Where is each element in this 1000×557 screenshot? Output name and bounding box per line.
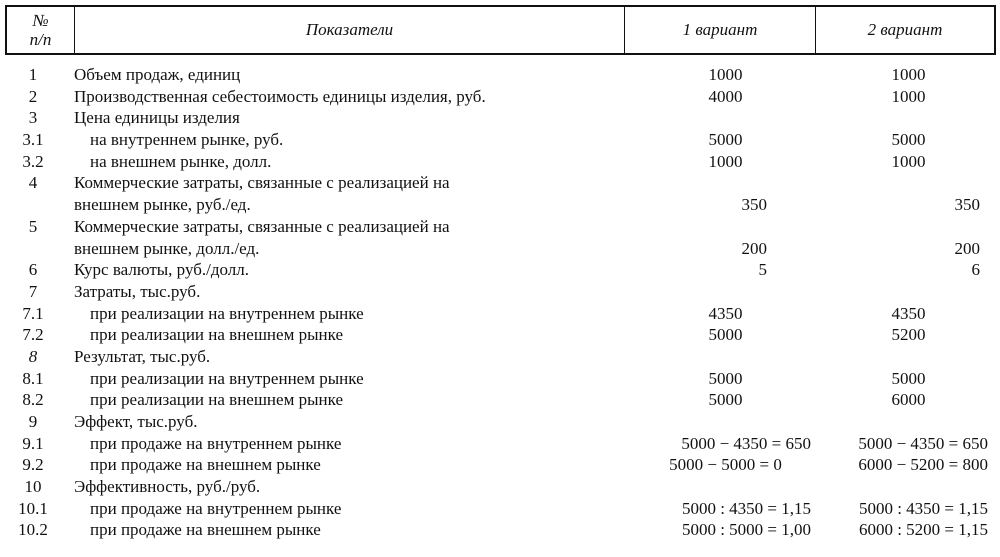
row-number: 8.1 [22,368,44,388]
table-row [0,216,1000,238]
row-value-variant-1 [634,281,817,303]
row-label: Цена единицы изделия [74,108,240,128]
row-value-variant-2 [817,476,1000,498]
table-row [0,194,1000,216]
row-value-variant-1 [634,476,817,498]
row-label: при продаже на внешнем рынке [90,520,321,540]
row-value-variant-2: 5000 [891,130,926,150]
table-row [0,281,1000,303]
table-body [0,64,1000,541]
row-value-variant-1: 350 [741,195,767,215]
row-label: при реализации на внешнем рынке [90,390,343,410]
row-label: при реализации на внутреннем рынке [90,303,364,323]
row-number: 2 [28,86,38,106]
table-row [0,172,1000,194]
table-row [0,476,1000,498]
row-number: 5 [28,216,38,236]
row-number: 3.1 [22,130,44,150]
header-number-bottom: п/п [29,30,52,49]
header-number-top: № [32,11,49,30]
row-value-variant-2 [817,281,1000,303]
table-row [0,238,1000,260]
row-number: 10.2 [18,520,48,540]
row-value-variant-2 [817,172,1000,194]
row-value-variant-2 [817,216,1000,238]
header-variant-1: 1 вариант [624,7,815,53]
row-number: 9 [28,412,38,431]
row-value-variant-1: 5000 [708,130,743,150]
table-row [0,433,1000,455]
row-value-variant-1: 5000 : 4350 = 1,15 [681,498,811,518]
row-value-variant-1 [634,346,817,368]
row-value-variant-2: 350 [954,195,980,215]
row-value-variant-2: 6000 − 5200 = 800 [858,455,988,475]
row-number [0,238,74,260]
row-number: 4 [28,173,38,193]
row-value-variant-2: 4350 [891,303,926,323]
row-value-variant-1 [634,216,817,238]
row-value-variant-2: 1000 [891,151,926,171]
table-row [0,498,1000,520]
row-label: при продаже на внутреннем рынке [90,498,342,518]
row-number: 7.1 [22,303,44,323]
row-label: внешнем рынке, руб./ед. [74,195,251,215]
table-row [0,324,1000,346]
row-number: 6 [28,260,38,280]
row-value-variant-1 [634,107,817,129]
row-number: 10 [24,477,42,497]
row-value-variant-2: 6000 : 5200 = 1,15 [858,520,988,540]
table-row [0,259,1000,281]
row-value-variant-1: 200 [741,238,767,258]
row-value-variant-1: 5 [758,260,767,280]
row-label: при реализации на внутреннем рынке [90,368,364,388]
table-row [0,129,1000,151]
table-row [0,86,1000,108]
row-value-variant-2: 6000 [891,390,926,410]
table-row [0,151,1000,173]
row-number: 3.2 [22,151,44,171]
row-value-variant-1: 5000 − 4350 = 650 [681,433,811,453]
row-value-variant-2 [817,411,1000,433]
row-number: 7 [28,281,38,301]
row-value-variant-1: 1000 [708,65,743,84]
table-row [0,346,1000,368]
row-value-variant-2 [817,346,1000,368]
row-number: 8 [28,346,38,366]
row-label: на внешнем рынке, долл. [90,151,272,171]
row-value-variant-1: 4000 [708,86,743,106]
row-value-variant-1: 5000 [708,368,743,388]
row-value-variant-1 [634,411,817,433]
row-number: 10.1 [18,498,48,518]
row-label: при реализации на внешнем рынке [90,325,343,345]
header-variant-2: 2 вариант [815,7,994,53]
row-label: внешнем рынке, долл./ед. [74,238,260,258]
table-row [0,519,1000,541]
row-label: на внутреннем рынке, руб. [90,130,284,150]
row-value-variant-2: 5000 − 4350 = 650 [858,433,988,453]
row-label: Курс валюты, руб./долл. [74,260,249,280]
table-row [0,64,1000,86]
table-row [0,389,1000,411]
row-label: Коммерческие затраты, связанные с реализацией на [74,216,450,236]
table-row [0,411,1000,433]
table-row [0,107,1000,129]
row-value-variant-2 [817,107,1000,129]
row-value-variant-1: 5000 [708,325,743,345]
table-row [0,303,1000,325]
row-value-variant-1: 5000 − 5000 = 0 [669,455,782,475]
table-row [0,454,1000,476]
row-label: Эффект, тыс.руб. [74,412,198,431]
row-label: Эффективность, руб./руб. [74,477,261,497]
row-number: 7.2 [22,325,44,345]
row-value-variant-2: 5200 [891,325,926,345]
row-label: Объем продаж, единиц [74,65,241,84]
row-value-variant-1: 4350 [708,303,743,323]
row-value-variant-1: 5000 [708,390,743,410]
row-value-variant-1: 1000 [708,151,743,171]
row-number: 9.1 [22,433,44,453]
row-label: Коммерческие затраты, связанные с реализацией на [74,173,450,193]
row-number [0,194,74,216]
table-header [5,5,996,55]
row-value-variant-1: 5000 : 5000 = 1,00 [681,520,811,540]
header-indicators: Показатели [74,7,624,53]
row-label: при продаже на внутреннем рынке [90,433,342,453]
row-label: Производственная себестоимость единицы изделия, руб. [74,86,486,106]
table-row [0,368,1000,390]
row-label: при продаже на внешнем рынке [90,455,321,475]
row-label: Результат, тыс.руб. [74,346,211,366]
row-value-variant-2: 1000 [891,86,926,106]
row-value-variant-2: 5000 : 4350 = 1,15 [858,498,988,518]
header-number [7,7,74,53]
row-value-variant-2: 6 [971,260,980,280]
row-number: 9.2 [22,455,44,475]
row-value-variant-2: 5000 [891,368,926,388]
row-value-variant-2: 200 [954,238,980,258]
row-label: Затраты, тыс.руб. [74,281,201,301]
row-number: 8.2 [22,390,44,410]
row-number: 3 [28,108,38,128]
row-value-variant-1 [634,172,817,194]
row-value-variant-2: 1000 [891,65,926,84]
row-number: 1 [28,65,38,84]
